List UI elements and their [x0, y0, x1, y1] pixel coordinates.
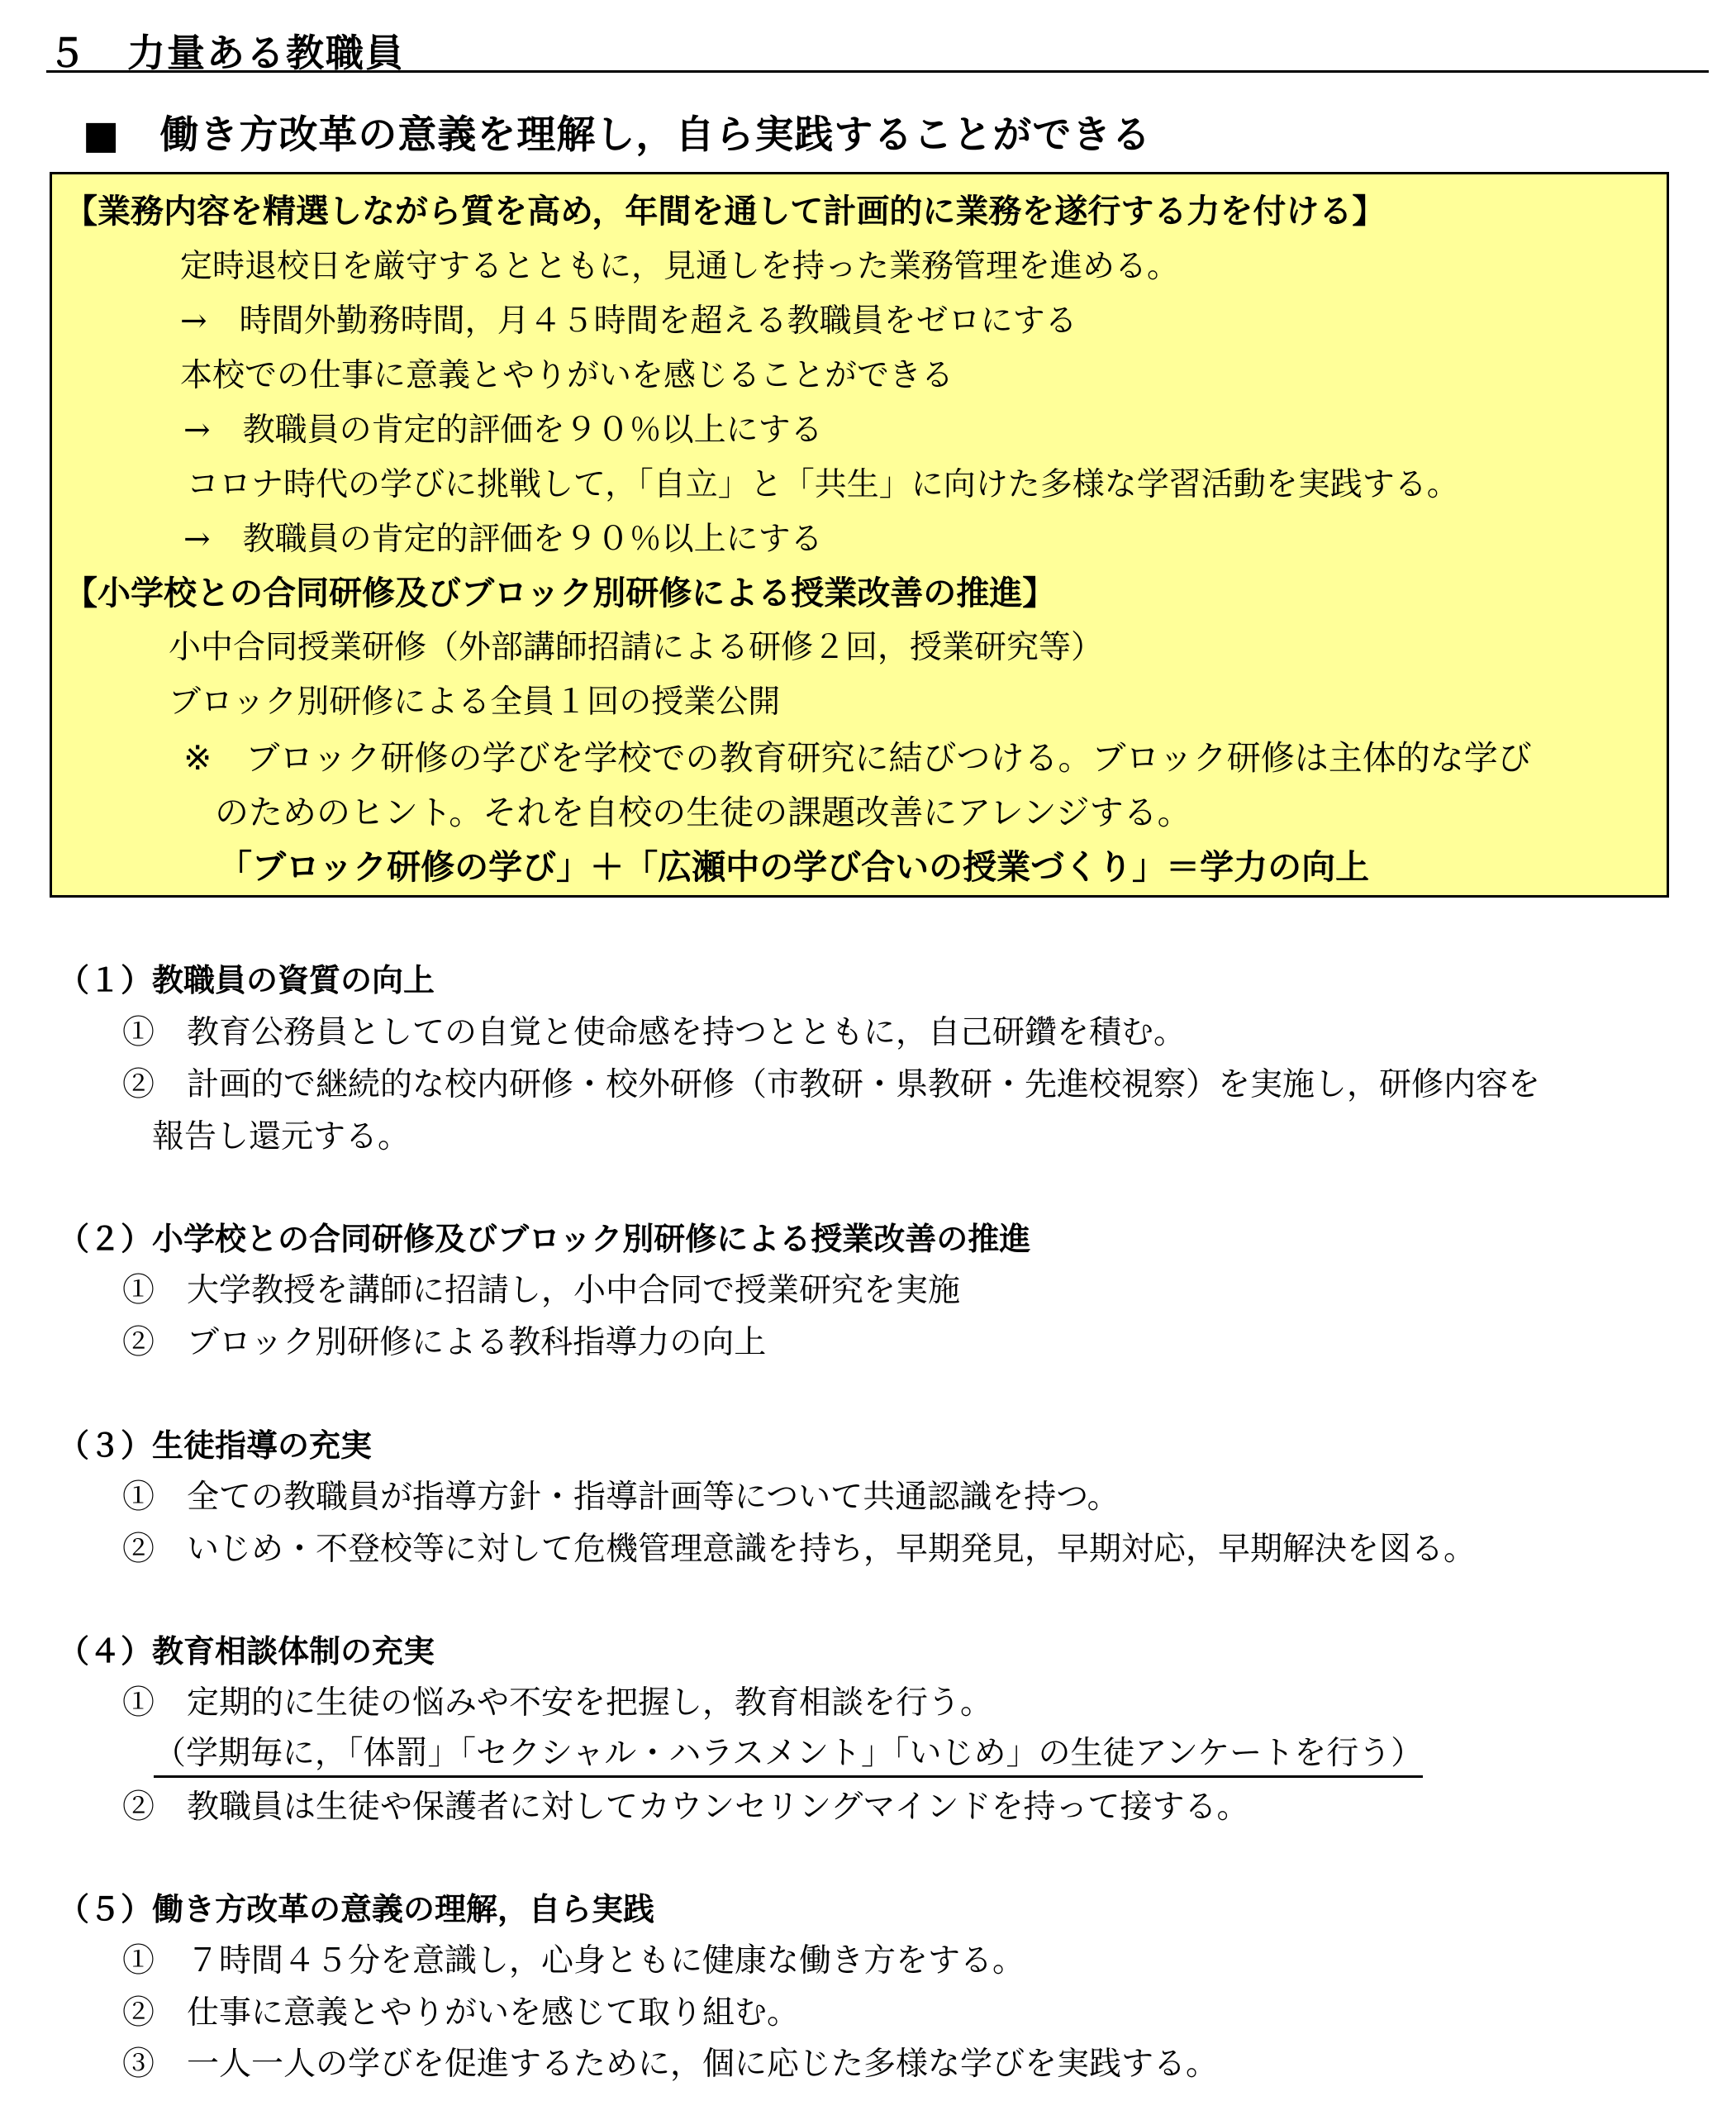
list-item: ② 計画的で継続的な校内研修・校外研修（市教研・県教研・先進校視察）を実施し，研修内容を — [122, 1066, 1541, 1103]
page-subtitle: ■ 働き方改革の意義を理解し，自ら実践することができる — [83, 112, 1152, 158]
list-item: ① ７時間４５分を意識し，心身ともに健康な働き方をする。 — [122, 1942, 1025, 1979]
goal-heading-workload: 【業務内容を精選しながら質を高め，年間を通して計画的に業務を遂行する力を付ける】 — [64, 193, 1386, 231]
goal-line: 本校での仕事に意義とやりがいを感じることができる — [180, 357, 954, 394]
page-title: ５ 力量ある教職員 — [48, 31, 405, 75]
list-item: ② いじめ・不登校等に対して危機管理意識を持ち，早期発見，早期対応，早期解決を図る。 — [122, 1531, 1477, 1568]
goal-line: 小中合同授業研修（外部講師招請による研修２回，授業研究等） — [169, 629, 1104, 666]
goal-line: コロナ時代の学びに挑戦して，「自立」と「共生」に向けた多様な学習活動を実践する。 — [187, 466, 1459, 503]
list-item: ② 仕事に意義とやりがいを感じて取り組む。 — [122, 1994, 800, 2032]
list-item: ① 教育公務員としての自覚と使命感を持つとともに，自己研鑽を積む。 — [122, 1014, 1187, 1051]
list-item: ② 教職員は生徒や保護者に対してカウンセリングマインドを持って接する。 — [122, 1789, 1249, 1826]
survey-note: （学期毎に，「体罰」「セクシャル・ハラスメント」「いじめ」の生徒アンケートを行う） — [154, 1727, 1423, 1778]
goal-line: 定時退校日を厳守するとともに，見通しを持った業務管理を進める。 — [180, 248, 1180, 285]
section-heading: （３）生徒指導の充実 — [58, 1427, 373, 1464]
goal-formula: 「ブロック研修の学び」＋「広瀬中の学び合いの授業づくり」＝学力の向上 — [218, 847, 1370, 887]
list-item: ① 全ての教職員が指導方針・指導計画等について共通認識を持つ。 — [122, 1479, 1120, 1516]
goal-line: ブロック別研修による全員１回の授業公開 — [169, 684, 781, 721]
goal-note: のためのヒント。それを自校の生徒の課題改善にアレンジする。 — [215, 793, 1191, 832]
title-divider — [46, 70, 1709, 73]
list-item: ③ 一人一人の学びを促進するために，個に応じた多様な学びを実践する。 — [122, 2046, 1219, 2083]
goal-line: → 教職員の肯定的評価を９０％以上にする — [183, 521, 823, 558]
list-item-continuation: 報告し還元する。 — [152, 1118, 411, 1155]
section-heading: （４）教育相談体制の充実 — [58, 1633, 435, 1670]
goal-line: → 教職員の肯定的評価を９０％以上にする — [183, 412, 823, 449]
section-heading: （２）小学校との合同研修及びブロック別研修による授業改善の推進 — [58, 1221, 1031, 1257]
list-item: ① 定期的に生徒の悩みや不安を把握し，教育相談を行う。 — [122, 1684, 993, 1722]
goal-heading-training: 【小学校との合同研修及びブロック別研修による授業改善の推進】 — [64, 574, 1056, 612]
section-heading: （１）教職員の資質の向上 — [58, 962, 435, 998]
list-item: ② ブロック別研修による教科指導力の向上 — [122, 1324, 767, 1361]
list-item: ① 大学教授を講師に招請し，小中合同で授業研究を実施 — [122, 1272, 961, 1309]
section-heading: （５）働き方改革の意義の理解，自ら実践 — [58, 1891, 655, 1927]
goal-line: → 時間外勤務時間，月４５時間を超える教職員をゼロにする — [180, 303, 1077, 340]
goal-note: ※ ブロック研修の学びを学校での教育研究に結びつける。ブロック研修は主体的な学び — [183, 738, 1532, 778]
